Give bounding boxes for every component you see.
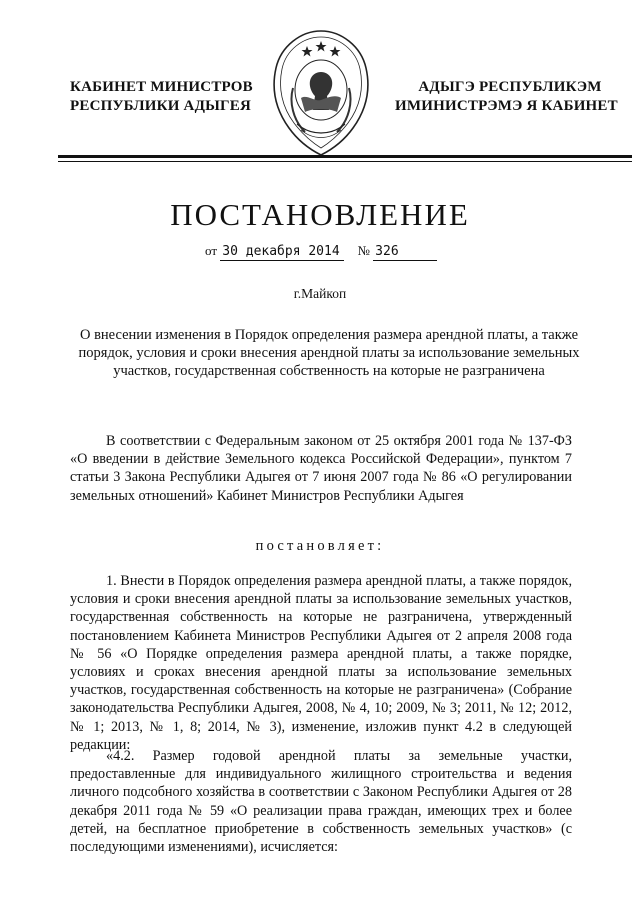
number-prefix: № — [357, 243, 370, 258]
preamble-paragraph — [70, 432, 572, 505]
document-date: 30 декабря 2014 — [220, 244, 344, 261]
preamble-text: В соответствии с Федеральным законом от 25 октября 2001 года № 137-ФЗ «О введении в действие Земельного кодекса Российской Федерации», пунктом 7 статьи 3 Закона Республики Адыгея от 7 июня 2007 года № 86 «О регулировании земельных отношений» Кабинет Министров Республики Адыгея — [70, 433, 572, 504]
issuer-russian — [70, 78, 270, 116]
issuer-russian-line2: РЕСПУБЛИКИ АДЫГЕЯ — [70, 98, 252, 114]
clause-1-paragraph — [70, 572, 572, 754]
resolves-word: постановляет: — [255, 538, 385, 554]
clause-1-quote-text: «4.2. Размер годовой арендной платы за земельные участки, предоставленные для индивидуального жилищного строительства и ведения личного подсобного хозяйства в соответствии с Законом Республики Адыгея от 28 декабря 2011 года № 59 «О реализации права граждан, имеющих трех и более детей, на бесплатное приобретение в собственность земельных участков» (с последующими изменениями), исчисляется: — [70, 748, 572, 856]
header-rule-thin — [58, 161, 632, 162]
city: г.Майкоп — [293, 286, 347, 301]
clause-1-text: 1. Внести в Порядок определения размера арендной платы, а также порядок, условия и сроки внесения арендной платы за использование земельных участков, государственная собственность на которые не разграничена, утвержденный постановлением Кабинета Министров Республики Адыгея от 2 апреля 2008 года № 56 «О Порядке определения размера арендной платы, а также порядке, условиях и сроках внесения арендной платы за использование земельных участков, государственная собственность на которые не разграничена» (Собрание законодательства Республики Адыгея, 2008, № 4, 10; 2009, № 3; 2011, № 12; 2012, № 1; 2013, № 1, 8; 2014, № 3), изменение, изложив пункт 4.2 в следующей редакции: — [70, 573, 572, 753]
issuer-adyghe-line1: АДЫГЭ РЕСПУБЛИКЭМ — [418, 79, 602, 95]
date-number-line — [205, 243, 465, 261]
clause-1-quote-paragraph — [70, 747, 572, 856]
header-rule-thick — [58, 155, 632, 158]
document-subject: О внесении изменения в Порядок определения размера арендной платы, а также порядок, условия и сроки внесения арендной платы за использование земельных участков, государственная собственность на которые не разграничена — [78, 327, 580, 379]
document-title: ПОСТАНОВЛЕНИЕ — [170, 197, 470, 232]
document-number: 326 — [373, 244, 437, 261]
date-prefix: от — [205, 243, 218, 258]
issuer-adyghe — [395, 78, 625, 116]
issuer-adyghe-line2: ИМИНИСТРЭМЭ Я КАБИНЕТ — [395, 98, 618, 114]
issuer-russian-line1: КАБИНЕТ МИНИСТРОВ — [70, 79, 253, 95]
coat-of-arms-icon — [271, 28, 371, 158]
